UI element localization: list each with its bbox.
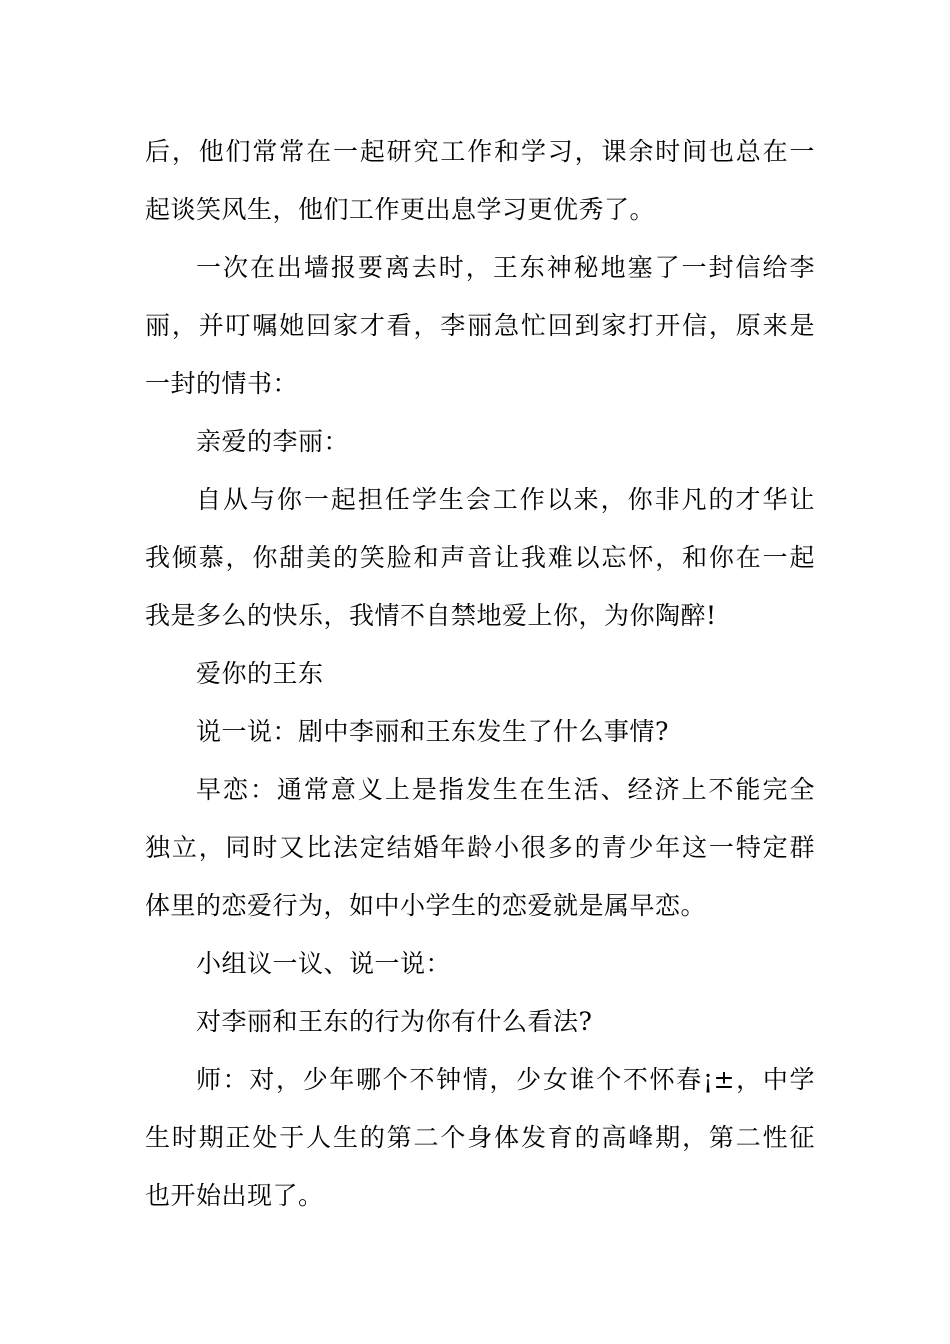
text-line: 起谈笑风生，他们工作更出息学习更优秀了。 (145, 195, 656, 224)
text-line: 丽，并叮嘱她回家才看，李丽急忙回到家打开信，原来是 (145, 311, 815, 340)
text-line: 一次在出墙报要离去时，王东神秘地塞了一封信给李 (196, 253, 815, 282)
text-line: 生时期正处于人生的第二个身体发育的高峰期，第二性征 (145, 1123, 815, 1152)
text-line: 说一说：剧中李丽和王东发生了什么事情? (196, 717, 669, 746)
text-line: 对李丽和王东的行为你有什么看法? (196, 1007, 593, 1036)
text-line: 自从与你一起担任学生会工作以来，你非凡的才华让 (196, 485, 815, 514)
text-line: 一封的情书： (145, 369, 299, 398)
text-line: 小组议一议、说一说： (196, 949, 452, 978)
text-line: 我是多么的快乐，我情不自禁地爱上你，为你陶醉! (145, 601, 717, 630)
salutation: 亲爱的李丽： (196, 427, 350, 456)
text-line: 师：对，少年哪个不钟情，少女谁个不怀春¡±，中学 (196, 1065, 815, 1094)
text-line: 我倾慕，你甜美的笑脸和声音让我难以忘怀，和你在一起 (145, 543, 815, 572)
text-line: 早恋：通常意义上是指发生在生活、经济上不能完全 (196, 775, 815, 804)
text-line: 独立，同时又比法定结婚年龄小很多的青少年这一特定群 (145, 833, 815, 862)
signature-text: 爱你的王东 (196, 659, 324, 688)
text-line: 体里的恋爱行为，如中小学生的恋爱就是属早恋。 (145, 891, 707, 920)
text-line: 后，他们常常在一起研究工作和学习，课余时间也总在一 (145, 137, 815, 166)
text-line: 也开始出现了。 (145, 1181, 324, 1210)
